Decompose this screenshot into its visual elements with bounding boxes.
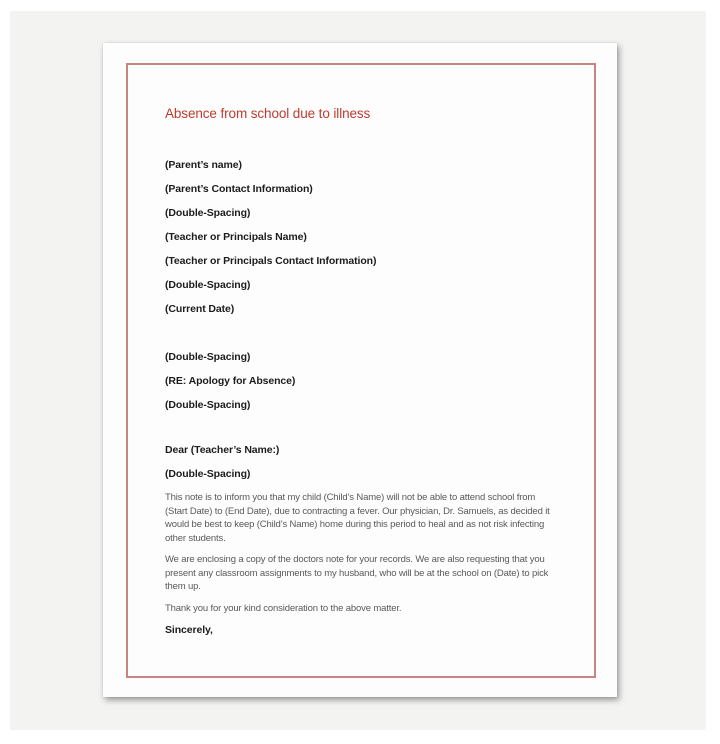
greeting-block (165, 443, 558, 491)
address-line: (Double-Spacing) (165, 207, 251, 219)
letter-title: Absence from school due to illness (165, 106, 371, 121)
body-paragraph: This note is to inform you that my child (Child’s Name) will not be able to attend school from (Start Date) to (End Date), due to contracting a fever. Our physician, Dr. Samuels, as decided it would be best to keep (Child’s Name) home during this period to heal and as not risk infecting other students. (165, 492, 550, 544)
address-block (165, 158, 558, 326)
letter-border-frame (126, 63, 596, 678)
greeting-line: Dear (Teacher’s Name:) (165, 444, 280, 456)
document-canvas (10, 11, 706, 730)
subject-line: (Double-Spacing) (165, 351, 251, 363)
greeting-line: (Double-Spacing) (165, 468, 251, 480)
closing-line: Sincerely, (165, 624, 213, 636)
address-line: (Parent’s name) (165, 159, 242, 171)
body-paragraphs (165, 491, 558, 615)
subject-block (165, 350, 558, 422)
subject-line: (Double-Spacing) (165, 399, 251, 411)
address-line: (Double-Spacing) (165, 279, 251, 291)
body-paragraph: Thank you for your kind consideration to the above matter. (165, 602, 402, 614)
address-line: (Parent’s Contact Information) (165, 183, 313, 195)
letter-content (165, 105, 558, 672)
address-line: (Teacher or Principals Contact Information) (165, 255, 377, 267)
address-line: (Teacher or Principals Name) (165, 231, 307, 243)
body-paragraph: We are enclosing a copy of the doctors note for your records. We are also requesting that you present any classroom assignments to my husband, who will be at the school on (Date) to pick them up. (165, 554, 549, 592)
letter-page (103, 43, 617, 697)
address-line: (Current Date) (165, 303, 235, 315)
subject-line: (RE: Apology for Absence) (165, 375, 296, 387)
